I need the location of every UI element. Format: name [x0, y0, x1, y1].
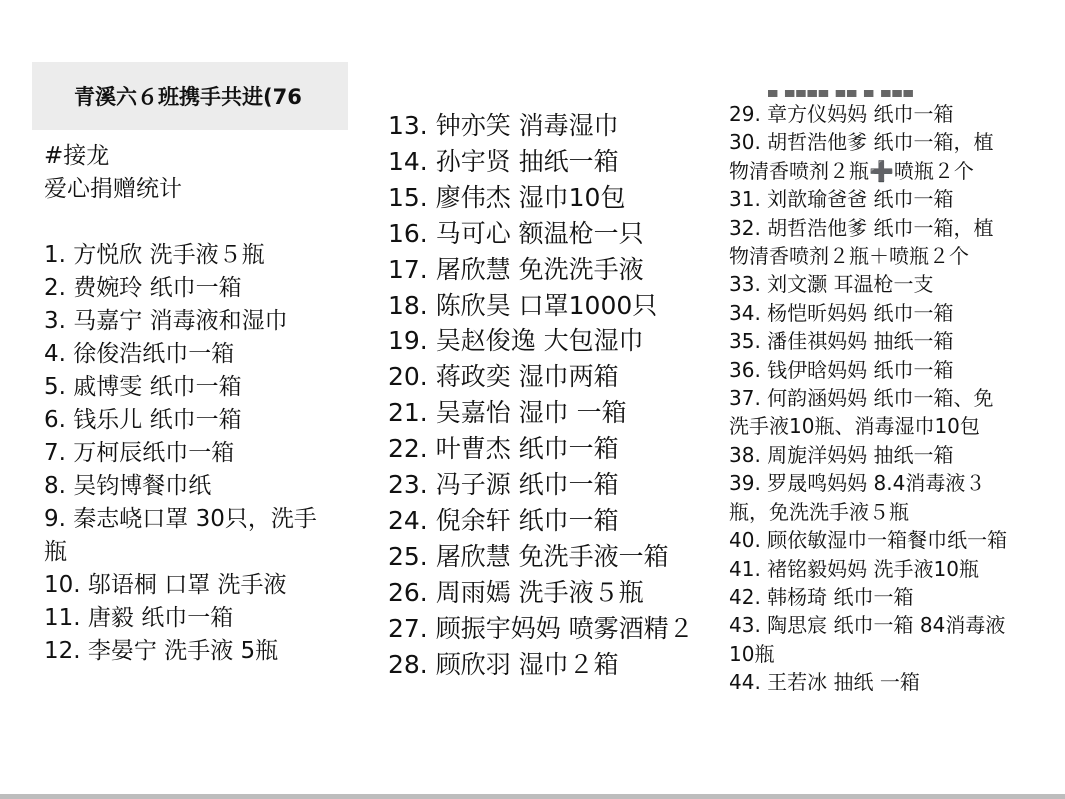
donation-entry: 33. 刘文灏 耳温枪一支 — [729, 272, 934, 297]
donation-entry: 24. 倪余轩 纸巾一箱 — [388, 505, 619, 535]
group-title-bar — [32, 62, 348, 130]
donation-entry: 37. 何韵涵妈妈 纸巾一箱、免 — [729, 386, 994, 411]
donation-entry: 12. 李晏宁 洗手液 5瓶 — [44, 638, 279, 664]
donation-entry: 35. 潘佳祺妈妈 抽纸一箱 — [729, 329, 954, 354]
donation-entry: 25. 屠欣慧 免洗手液一箱 — [388, 541, 669, 571]
donation-entry: 34. 杨恺昕妈妈 纸巾一箱 — [729, 300, 954, 325]
donation-entry: 16. 马可心 额温枪一只 — [388, 218, 644, 248]
donation-entry: 29. 章方仪妈妈 纸巾一箱 — [729, 102, 954, 126]
donation-entry: 20. 蒋政奕 湿巾两箱 — [388, 362, 619, 392]
group-title: 青溪六６班携手共进(76 — [74, 85, 302, 109]
donation-entry: 43. 陶思宸 纸巾一箱 84消毒液 — [729, 613, 1006, 638]
donation-entry: 15. 廖伟杰 湿巾10包 — [388, 182, 626, 212]
bottom-divider — [0, 794, 1065, 799]
donation-entry: 32. 胡哲浩他爹 纸巾一箱，植 — [729, 215, 994, 240]
donation-entry: 瓶，免洗洗手液５瓶 — [729, 499, 909, 524]
donation-entry: 17. 屠欣慧 免洗洗手液 — [388, 254, 644, 284]
donation-entry: 10. 邬语桐 口罩 洗手液 — [44, 572, 287, 598]
donation-entry: 30. 胡哲浩他爹 纸巾一箱，植 — [729, 130, 994, 155]
donation-list-column-3 — [729, 100, 1065, 697]
donation-entry: 6. 钱乐儿 纸巾一箱 — [44, 407, 242, 433]
donation-entry: 28. 顾欣羽 湿巾２箱 — [388, 649, 619, 679]
donation-entry: 40. 顾依敏湿巾一箱餐巾纸一箱 — [729, 528, 1008, 553]
donation-entry: 物清香喷剂２瓶➕喷瓶２个 — [729, 158, 974, 183]
donation-entry: 1. 方悦欣 洗手液５瓶 — [44, 242, 265, 268]
donation-entry: 14. 孙宇贤 抽纸一箱 — [388, 146, 619, 176]
donation-entry: 2. 费婉玲 纸巾一箱 — [44, 275, 242, 301]
donation-entry: 36. 钱伊晗妈妈 纸巾一箱 — [729, 357, 954, 382]
donation-entry: 10瓶 — [729, 641, 775, 666]
donation-list-column-1 — [44, 140, 354, 668]
donation-entry: 42. 韩杨琦 纸巾一箱 — [729, 584, 914, 609]
cropped-text-fragment: ▀ ▀▀▀▀ ▀▀ ▀ ▀▀▀ — [768, 90, 915, 98]
donation-entry: 19. 吴赵俊逸 大包湿巾 — [388, 326, 644, 356]
donation-entry: 39. 罗晟鸣妈妈 8.4消毒液３ — [729, 471, 986, 496]
donation-entry: 7. 万柯辰纸巾一箱 — [44, 440, 235, 466]
donation-entry: 21. 吴嘉怡 湿巾 一箱 — [388, 398, 627, 428]
donation-entry: 3. 马嘉宁 消毒液和湿巾 — [44, 308, 288, 334]
donation-entry: 41. 褚铭毅妈妈 洗手液10瓶 — [729, 556, 979, 581]
donation-entry: 27. 顾振宇妈妈 喷雾酒精２ — [388, 613, 694, 643]
donation-list-column-2 — [388, 108, 698, 683]
donation-entry: 8. 吴钧博餐巾纸 — [44, 473, 212, 499]
donation-entry: 4. 徐俊浩纸巾一箱 — [44, 341, 235, 367]
donation-entry: 11. 唐毅 纸巾一箱 — [44, 605, 234, 631]
donation-entry: 26. 周雨嫣 洗手液５瓶 — [388, 577, 644, 607]
donation-entry: 31. 刘歆瑜爸爸 纸巾一箱 — [729, 187, 954, 212]
donation-entry: 22. 叶曹杰 纸巾一箱 — [388, 434, 619, 464]
donation-entry: 38. 周旎洋妈妈 抽纸一箱 — [729, 442, 954, 467]
donation-entry: 18. 陈欣昊 口罩1000只 — [388, 290, 658, 320]
donation-entry: 23. 冯子源 纸巾一箱 — [388, 470, 619, 500]
list-subtitle: 爱心捐赠统计 — [44, 176, 182, 202]
donation-entry: 13. 钟亦笑 消毒湿巾 — [388, 111, 619, 140]
spacer — [44, 206, 354, 239]
donation-entry: 5. 戚博雯 纸巾一箱 — [44, 374, 242, 400]
donation-entry: 44. 王若冰 抽纸 一箱 — [729, 670, 920, 695]
donation-entry: 洗手液10瓶、消毒湿巾10包 — [729, 414, 980, 439]
donation-entry: 瓶 — [44, 539, 67, 565]
donation-entry: 9. 秦志峣口罩 30只，洗手 — [44, 506, 317, 532]
donation-items — [44, 239, 354, 668]
donation-entry: 物清香喷剂２瓶＋喷瓶２个 — [729, 244, 969, 269]
solitaire-tag: #接龙 — [44, 143, 110, 169]
